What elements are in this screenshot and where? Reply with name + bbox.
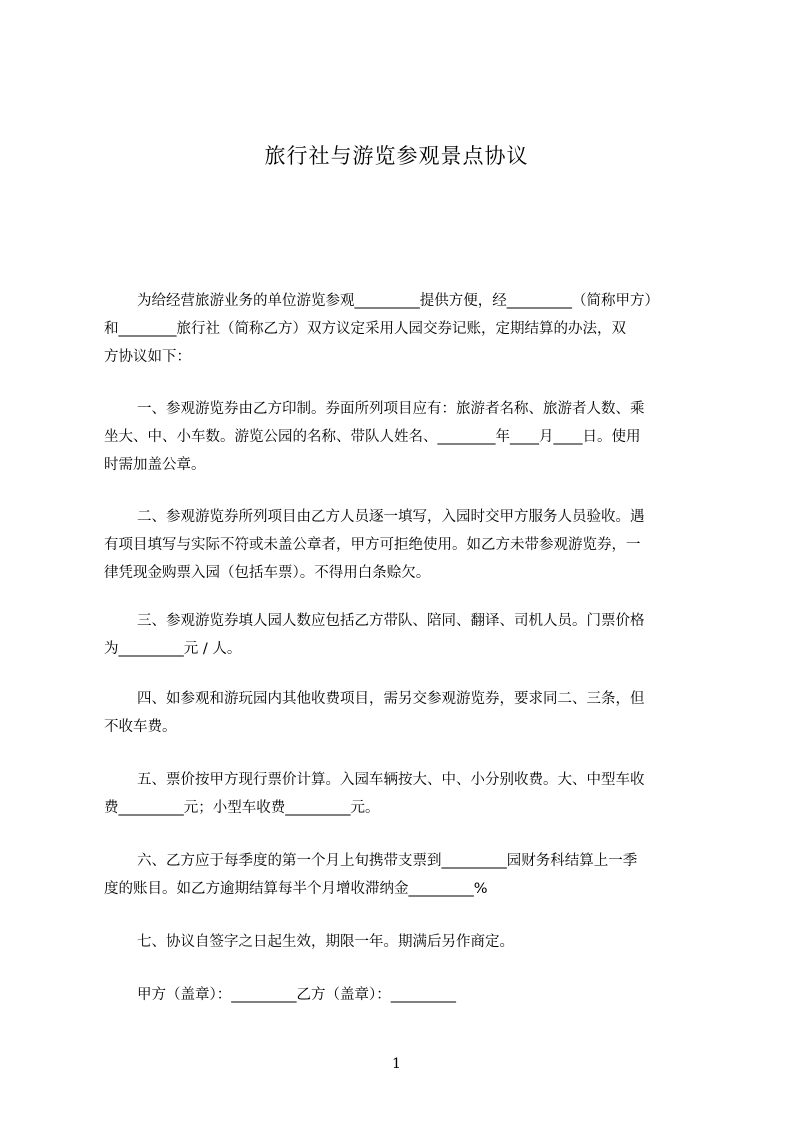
text-line: 费_________元；小型车收费_________元。: [104, 800, 380, 816]
text-line: 坐大、中、小车数。游览公园的名称、带队人姓名、________年____月____日。使用: [104, 429, 641, 445]
clause-4: [104, 685, 702, 741]
signature-line: [104, 981, 702, 1009]
intro-paragraph: [104, 287, 702, 371]
text-line: 和________旅行社（简称乙方）双方议定采用人园交券记账，定期结算的办法，双: [104, 321, 626, 337]
text-line: 一、参观游览券由乙方印制。券面所列项目应有：旅游者名称、旅游者人数、乘: [137, 401, 645, 417]
text-line: 七、协议自签字之日起生效，期限一年。期满后另作商定。: [137, 934, 514, 950]
text-line: 时需加盖公章。: [104, 457, 206, 473]
clause-7: [104, 928, 702, 956]
text-line: 为_________元 / 人。: [104, 641, 242, 657]
page-number: 1: [392, 1056, 401, 1072]
clause-5: [104, 766, 702, 822]
text-line: 六、乙方应于每季度的第一个月上旬携带支票到_________园财务科结算上一季: [137, 853, 638, 869]
text-line: 为给经营旅游业务的单位游览参观_________提供方便，经_________（简称甲方）: [137, 293, 659, 309]
clause-6: [104, 847, 702, 903]
text-line: 二、参观游览券所列项目由乙方人员逐一填写，入园时交甲方服务人员验收。遇: [137, 509, 645, 525]
text-line: 五、票价按甲方现行票价计算。入园车辆按大、中、小分别收费。大、中型车收: [137, 772, 645, 788]
text-line: 度的账目。如乙方逾期结算每半个月增收滞纳金_________%: [104, 881, 488, 897]
text-line: 方协议如下：: [104, 349, 191, 365]
text-line: 三、参观游览券填人园人数应包括乙方带队、陪同、翻译、司机人员。门票价格: [137, 613, 645, 629]
text-line: 律凭现金购票入园（包括车票）。不得用白条赊欠。: [104, 565, 431, 581]
clause-2: [104, 503, 702, 587]
text-line: 四、如参观和游玩园内其他收费项目，需另交参观游览券，要求同二、三条，但: [137, 691, 645, 707]
text-line: 甲方（盖章）：_________乙方（盖章）：_________: [137, 987, 456, 1003]
clause-3: [104, 607, 702, 663]
text-line: 有项目填写与实际不符或未盖公章者，甲方可拒绝使用。如乙方未带参观游览券，一: [104, 537, 641, 553]
text-line: 不收车费。: [104, 719, 177, 735]
document-title: 旅行社与游览参观景点协议: [264, 144, 529, 168]
clause-1: [104, 395, 702, 479]
